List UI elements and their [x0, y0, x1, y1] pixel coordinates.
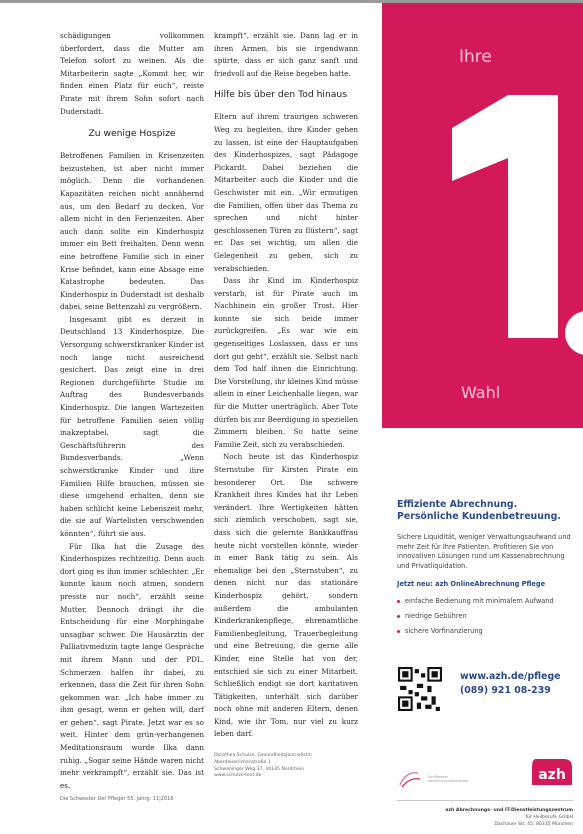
- list-item: niedrige Gebühren: [397, 609, 572, 624]
- bullet-icon: [397, 600, 400, 603]
- paragraph: krampft“, erzählt sie. Dann lag er in ihren Armen, bis sie irgendwann spürte, dass er sich ganz sanft und friedvoll auf die Reise begeben hatte.: [214, 31, 358, 78]
- ad-phone-number[interactable]: (089) 921 08-239: [460, 685, 551, 696]
- ad-word-top: Ihre: [459, 47, 492, 67]
- ad-headline-2: Persönliche Kundenbetreuung.: [397, 511, 561, 522]
- paragraph: Für Ilka hat die Zusage des Kinderhospizes rechtzeitig. Denn auch dort ging es ihm immer schlechter. „Er konnte kaum noch atmen, sondern presste nur noch“, erzählt seine Mutter. Dennoch drängt ihr die Entscheidung für eine Morphingabe unsagbar schwer. Die Hausärztin der Palliativmedizin tagte lange Gespräche mit ihrem Mann und der PDL. Schmerzen halfen ihr dabei, zu erkennen, dass die Zeit für ihren Sohn gekommen war. „Ich habe immer zu ihm gesagt, wenn er gehen will, darf er gehen“, sagt Pirate. Jetzt war es so weit. Hinter dem grün-verhangenen Meditationsraum wurde Ilka dann ruhig. „Sogar seine Hände waren nicht mehr verkrampft“, erzählt sie. Das ist es.: [60, 541, 204, 790]
- paragraph: Dass ihr Kind im Kinderhospiz verstarb, ist für Pirate auch im Nachhinein ein großer Trost. Hier konnte sie sich beide immer zurückgreifen. „Es war wie ein gegenseitiges Loslassen, dass er uns dort gut geht“, erzählt sie. Selbst nach dem Tod half ihnen die Einrichtung. Die Vorstellung, ihr kleines Kind müsse allein in einer Leichenhalle liegen, war für die Mutter unerträglich. Aber Tote dürfen bis zur Beerdigung in speziellen Zimmern bleiben. So hatte seine Familie Zeit, sich zu verabschieden.: [214, 276, 358, 449]
- author-source: [214, 753, 358, 780]
- azh-logo: [530, 757, 574, 787]
- qr-code-icon[interactable]: [398, 667, 442, 711]
- page-footer: Die Schwester Der Pfleger 55. Jahrg. 11|2016: [60, 796, 174, 802]
- company-line: azh Abrechnungs- und IT-Dienstleistungszentrum: [445, 808, 573, 813]
- paragraph: Eltern auf ihrem traurigen schweren Weg zu begleiten, ihre Kinder gehen zu lassen, ist eine der Hauptaufgaben des Kinderhospizes, sagt Pädagoge Pickardt. Dabei beziehen die Mitarbeiter auch die Kinder und die Geschwister mit ein. „Wir ermutigen die Familien, offen über das Thema zu sprechen und nicht hinter geschlossenen Türen zu flüstern“, sagt er. Das sei wichtig, um allen die Gelegenheit zu geben, sich zu verabschieden.: [214, 112, 358, 273]
- source-line: Schwaninger Weg 37, 44145 Nordrhein: [214, 766, 305, 772]
- company-address: [397, 808, 573, 828]
- paragraph: schädigungen vollkommen überfordert, dass die Mutter am Telefon sofort zu weinen. Als die Mitarbeiterin sagte „Kommt her, wir finden einen Platz für euch“, reiste Pirate mit ihrem Sohn sofort nach Duderstadt.: [60, 31, 204, 116]
- ad-cta: Jetzt neu: azh OnlineAbrechnung Pflege: [397, 580, 546, 589]
- divider: [397, 800, 573, 801]
- advertisement: [382, 3, 583, 834]
- article-column-2: [214, 30, 358, 780]
- source-line: Abenteuerlichenstraße 1: [214, 759, 271, 765]
- subheading-tod: Hilfe bis über den Tod hinaus: [214, 89, 348, 101]
- company-line: für Heilberufe GmbH: [525, 814, 573, 820]
- number-one-shape: [452, 95, 558, 338]
- seal-caption: Zertifizierter Abrechnungsdienstleister: [428, 775, 469, 784]
- ad-word-bottom: Wahl: [461, 383, 501, 402]
- paragraph: Noch heute ist das Kinderhospiz Sternstube für Kirsten Pirate ein besonderer Ort. Die schwere Krankheit ihres Kindes hat ihr Leben verändert. Ihre Wertigkeiten hätten sich ziemlich verschoben, sagt sie, dass sich die gelernte Bankkauffrau heute nicht vorstellen könnte, wieder in einer Bank tätig zu sein. Als ehemalige bei den „Sternstuben“, zu denen nicht nur das stationäre Kinderhospiz gehört, sondern außerdem die ambulanten Kinderkrankenpflege, ehrenamtliche Familienbegleitung, Trauerbegleitung und eine Betreuung, die gerne alle Kinder, eine Stelle hat von der, entschied sie sich zu einer Mitarbeit. Schließlich endigt sie dort karitativen Tätigkeiten, unterhält sich darüber noch ohne mit anderen Eltern, denen Kind, wie ihr Tom, nur viel zu kurz leben darf.: [214, 452, 358, 739]
- subheading-hospize: Zu wenige Hospize: [88, 128, 176, 140]
- svg-text:azh: azh: [538, 767, 566, 783]
- ad-intro-text: Sichere Liquidität, weniger Verwaltungsaufwand und mehr Zeit für Ihre Patienten. Profitieren Sie von innovativen Lösungen rund um Kassenabrechnung und Privatliquidation.: [397, 533, 571, 570]
- ad-body: [397, 499, 572, 639]
- bullet-icon: [397, 630, 400, 633]
- ad-benefit-list: [397, 594, 572, 639]
- paragraph: Insgesamt gibt es derzeit in Deutschland 13 Kinderhospize. Die Versorgung schwerstkranker Kinder ist noch lange nicht ausreichend gesichert. Das zeigt eine in drei Regionen durchgeführte Studie im Auftrag des Bundesverbands Kinderhospiz. Die langen Wartezeiten für betroffene Familien seien völlig inakzeptabel, sagt die Geschäftsführerin des Bundesverbands. „Wenn schwerstkranke Kinder und ihre Familien Hilfe brauchen, müssen sie diese umgehend erhalten, denn sie haben schlicht keine Lebenszeit mehr, die sie auf Wartelisten verschwenden könnten“, führt sie aus.: [60, 314, 204, 538]
- bullet-icon: [397, 615, 400, 618]
- paragraph: Betroffenen Familien in Krisenzeiten beizustehen, ist aber nicht immer möglich. Denn die vorhandenen Kapazitäten reichen nicht annähernd aus, um den Bedarf zu decken. Vor allem nicht in den Ferienzeiten. Aber auch dann sollte ein Kinderhospiz immer ein Bett freihalten. Denn wenn eine betroffene Familie sich in einer Krise befindet, kann eine Absage eine Katastrophe bedeuten. Das Kinderhospiz in Duderstadt ist deshalb dabei, seine Bettenzahl zu vergrößern.: [60, 151, 204, 312]
- article-column-1: [60, 30, 204, 792]
- source-line: Dorothea Schulze, Gesundheitsjournalistin: [214, 753, 312, 759]
- number-one-dot: [565, 311, 583, 355]
- list-item: einfache Bedienung mit minimalem Aufwand: [397, 594, 572, 609]
- big-number-label: 1.: [382, 3, 383, 4]
- source-line: www.schulze-text.de: [214, 773, 262, 779]
- ad-headline-1: Effiziente Abrechnung.: [397, 499, 518, 510]
- ad-url-link[interactable]: www.azh.de/pflege: [460, 671, 561, 682]
- big-number-one-graphic: [382, 3, 583, 428]
- company-line: Dachauer Str. 45, 80335 München: [494, 821, 573, 827]
- list-item: sichere Vorfinanzierung: [397, 624, 572, 639]
- ad-red-panel: [382, 3, 583, 428]
